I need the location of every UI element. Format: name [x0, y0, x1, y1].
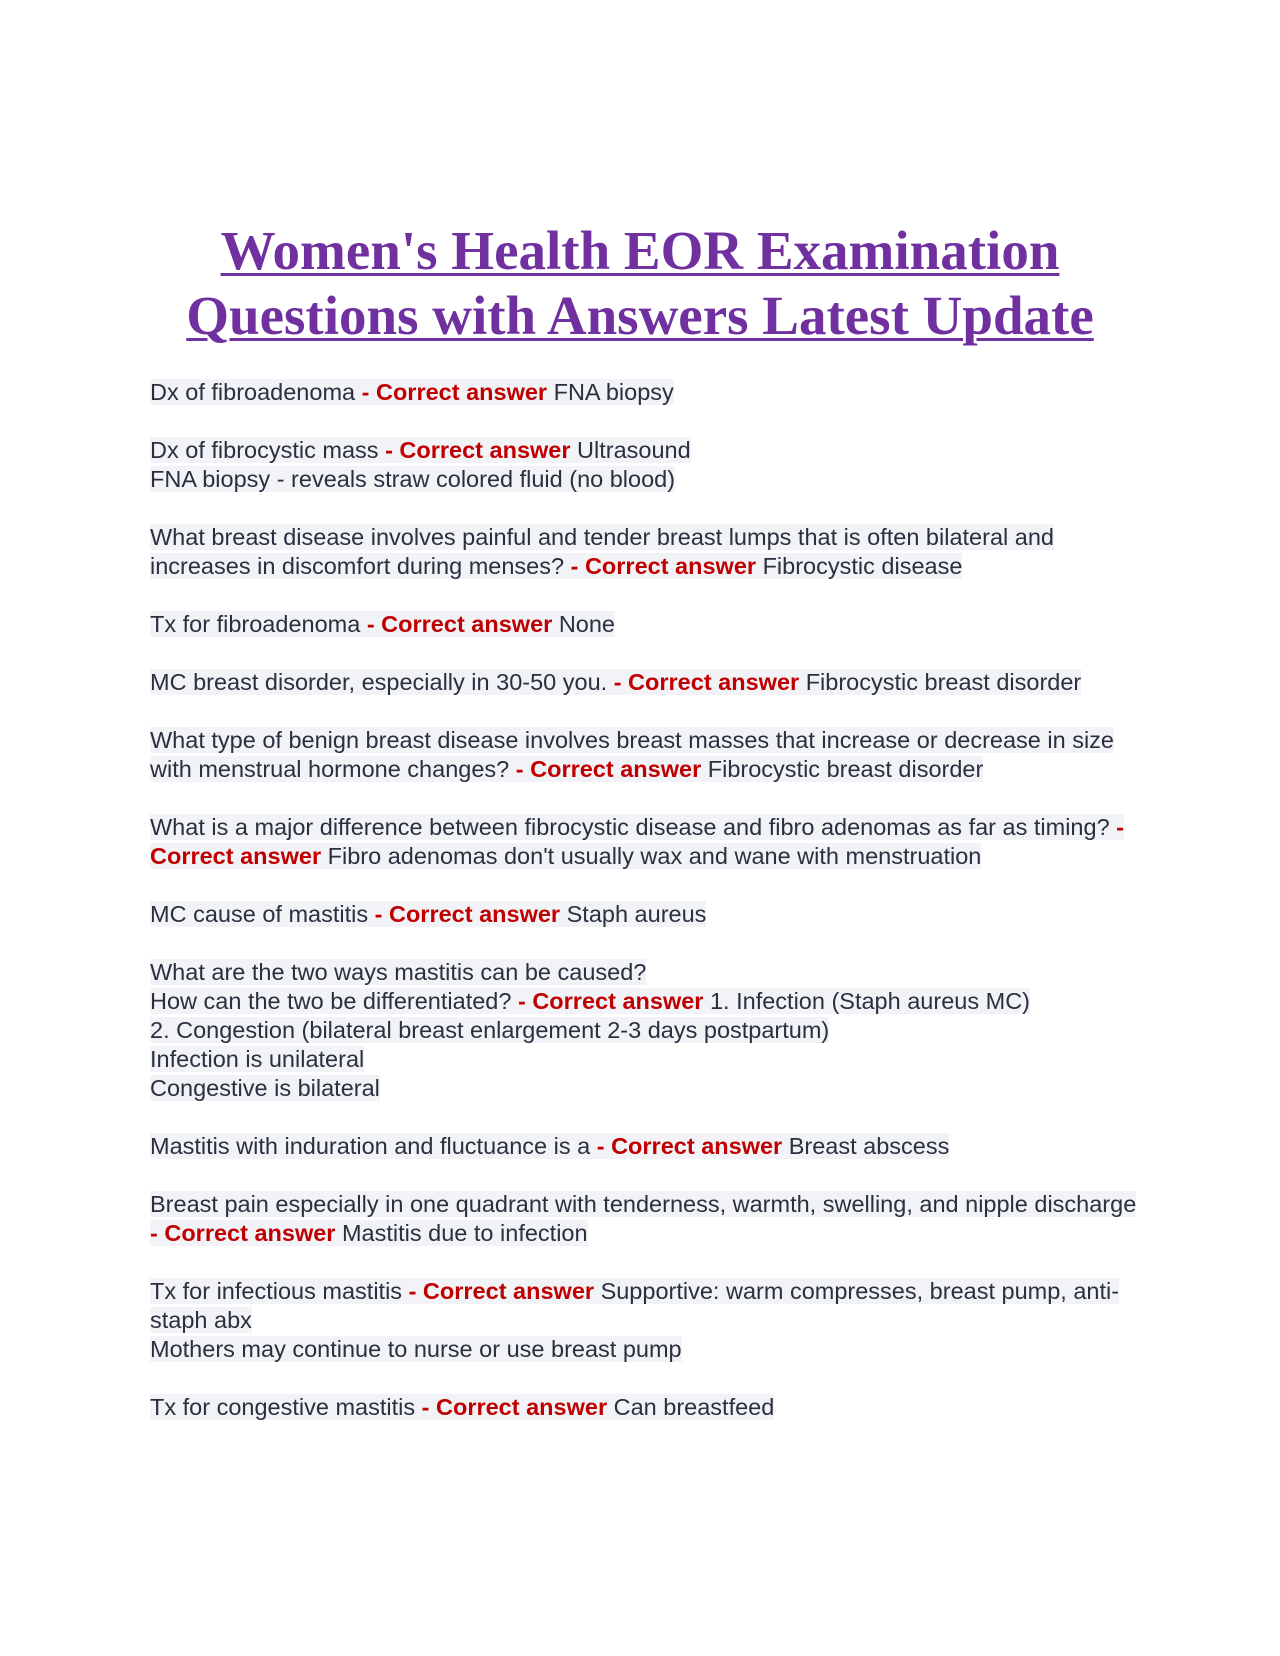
qa-text [150, 727, 1114, 782]
qa-text [150, 1133, 949, 1159]
question-text: Breast pain especially in one quadrant with tenderness, warmth, swelling, and nipple discharge [150, 1191, 1137, 1217]
correct-answer-label: - Correct answer [385, 437, 571, 463]
correct-answer-label: - Correct answer [408, 1278, 595, 1304]
correct-answer-label: - Correct answer [613, 669, 800, 695]
question-text: How can the two be differentiated? [150, 988, 512, 1014]
question-text: MC cause of mastitis [150, 901, 369, 927]
correct-answer-label: - Correct answer [366, 611, 553, 637]
answer-text: Ultrasound [577, 437, 691, 463]
qa-text [150, 1278, 1119, 1362]
qa-text [150, 814, 1124, 869]
qa-text [150, 1191, 1136, 1246]
answer-text: Fibro adenomas don't usually wax and wane with menstruation [327, 843, 982, 869]
qa-item [150, 813, 1140, 871]
qa-text [150, 1394, 774, 1420]
qa-item [150, 436, 1140, 494]
answer-text: Staph aureus [566, 901, 707, 927]
qa-item [150, 726, 1140, 784]
question-text: What is a major difference between fibrocystic disease and fibro adenomas as far as timing? [150, 814, 1110, 840]
qa-item [150, 1393, 1140, 1422]
correct-answer-label: - Correct answer [570, 553, 757, 579]
answer-text: None [558, 611, 615, 637]
qa-item [150, 958, 1140, 1103]
correct-answer-label: - Correct answer [150, 1220, 336, 1246]
qa-item [150, 1277, 1140, 1364]
qa-text [150, 524, 1054, 579]
qa-item [150, 900, 1140, 929]
answer-text: 1. Infection (Staph aureus MC) [709, 988, 1030, 1014]
qa-text [150, 379, 674, 405]
correct-answer-label: - Correct answer [515, 756, 702, 782]
question-text: Dx of fibrocystic mass [150, 437, 379, 463]
qa-text [150, 901, 706, 927]
question-text: Tx for congestive mastitis [150, 1394, 416, 1420]
correct-answer-label: - Correct answer [150, 814, 1124, 869]
answer-text: Can breastfeed [613, 1394, 775, 1420]
correct-answer-label: - Correct answer [421, 1394, 608, 1420]
answer-text: FNA biopsy [553, 379, 674, 405]
qa-item [150, 610, 1140, 639]
qa-text [150, 959, 1030, 1101]
qa-item [150, 523, 1140, 581]
answer-text: Supportive: warm compresses, breast pump, anti-staph abx [150, 1278, 1120, 1333]
correct-answer-label: - Correct answer [596, 1133, 783, 1159]
document-title [100, 218, 1180, 348]
answer-text: Congestive is bilateral [150, 1075, 380, 1101]
correct-answer-label: - Correct answer [361, 379, 548, 405]
answer-text: Fibrocystic breast disorder [707, 756, 984, 782]
answer-text: Fibrocystic breast disorder [805, 669, 1082, 695]
qa-list [150, 378, 1140, 1451]
answer-text: Fibrocystic disease [762, 553, 963, 579]
qa-item [150, 1190, 1140, 1248]
qa-item [150, 378, 1140, 407]
correct-answer-label: - Correct answer [517, 988, 704, 1014]
qa-text [150, 669, 1081, 695]
answer-text: 2. Congestion (bilateral breast enlargement 2-3 days postpartum) [150, 1017, 830, 1043]
answer-text: FNA biopsy - reveals straw colored fluid (no blood) [150, 466, 676, 492]
question-text: Mastitis with induration and fluctuance is a [150, 1133, 591, 1159]
qa-item [150, 668, 1140, 697]
qa-text [150, 611, 615, 637]
answer-text: Mastitis due to infection [341, 1220, 588, 1246]
correct-answer-label: - Correct answer [374, 901, 561, 927]
qa-item [150, 1132, 1140, 1161]
question-text: MC breast disorder, especially in 30-50 you. [150, 669, 608, 695]
question-text: Tx for infectious mastitis [150, 1278, 403, 1304]
question-text: What type of benign breast disease involves breast masses that increase or decrease in size with menstrual hormone changes? [150, 727, 1115, 782]
question-text: Tx for fibroadenoma [150, 611, 361, 637]
question-text: What breast disease involves painful and tender breast lumps that is often bilateral and increases in discomfort during menses? [150, 524, 1054, 579]
answer-text: Breast abscess [788, 1133, 950, 1159]
question-text: Dx of fibroadenoma [150, 379, 356, 405]
qa-text [150, 437, 691, 492]
answer-text: Mothers may continue to nurse or use breast pump [150, 1336, 682, 1362]
title-line-1: Women's Health EOR Examination [220, 220, 1060, 281]
title-line-2: Questions with Answers Latest Update [186, 285, 1094, 346]
question-text: What are the two ways mastitis can be caused? [150, 959, 647, 985]
answer-text: Infection is unilateral [150, 1046, 365, 1072]
